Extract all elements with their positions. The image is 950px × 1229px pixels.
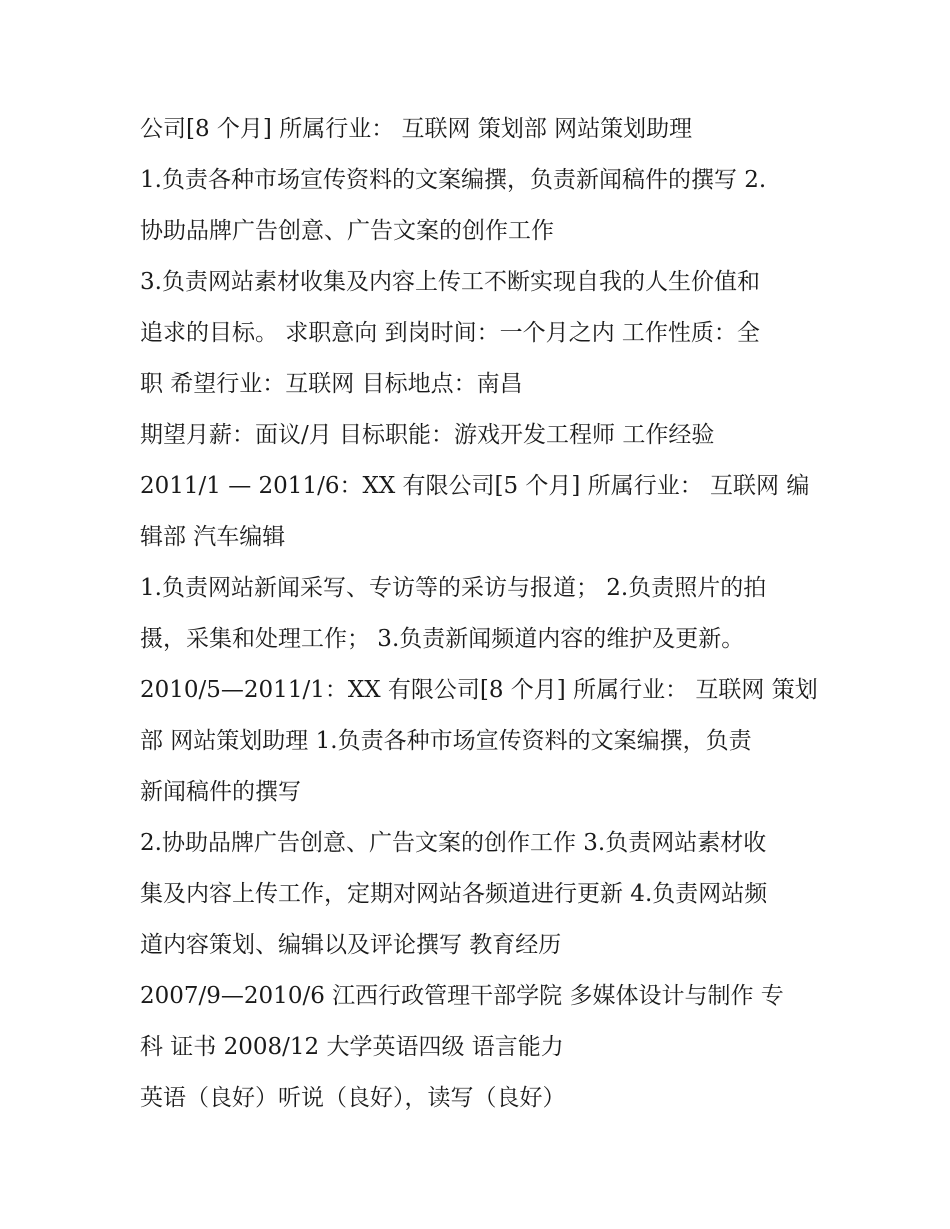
text-line: 公司[8 个月] 所属行业： 互联网 策划部 网站策划助理	[140, 116, 693, 142]
text-line: 摄，采集和处理工作； 3.负责新闻频道内容的维护及更新。	[140, 626, 745, 652]
text-line: 2.协助品牌广告创意、广告文案的创作工作 3.负责网站素材收	[140, 830, 767, 856]
text-line: 2007/9—2010/6 江西行政管理干部学院 多媒体设计与制作 专	[140, 983, 784, 1009]
text-line: 道内容策划、编辑以及评论撰写 教育经历	[140, 932, 562, 958]
text-line: 追求的目标。 求职意向 到岗时间：一个月之内 工作性质：全	[140, 320, 760, 346]
text-line: 集及内容上传工作，定期对网站各频道进行更新 4.负责网站频	[140, 881, 768, 907]
resume-body-text	[140, 104, 820, 1124]
text-line: 1.负责网站新闻采写、专访等的采访与报道； 2.负责照片的拍	[140, 575, 767, 601]
text-line: 职 希望行业：互联网 目标地点：南昌	[140, 371, 523, 397]
text-line: 科 证书 2008/12 大学英语四级 语言能力	[140, 1034, 564, 1060]
text-line: 辑部 汽车编辑	[140, 524, 286, 550]
text-line: 2011/1 — 2011/6：XX 有限公司[5 个月] 所属行业： 互联网 编	[140, 473, 810, 499]
text-line: 2010/5—2011/1：XX 有限公司[8 个月] 所属行业： 互联网 策划	[140, 677, 818, 703]
text-line: 新闻稿件的撰写	[140, 779, 301, 805]
text-line: 协助品牌广告创意、广告文案的创作工作	[140, 218, 554, 244]
text-line: 部 网站策划助理 1.负责各种市场宣传资料的文案编撰，负责	[140, 728, 752, 754]
text-line: 期望月薪：面议/月 目标职能：游戏开发工程师 工作经验	[140, 422, 715, 448]
text-line: 1.负责各种市场宣传资料的文案编撰，负责新闻稿件的撰写 2.	[140, 167, 767, 193]
text-line: 3.负责网站素材收集及内容上传工不断实现自我的人生价值和	[140, 269, 760, 295]
text-line: 英语（良好）听说（良好），读写（良好）	[140, 1085, 566, 1111]
